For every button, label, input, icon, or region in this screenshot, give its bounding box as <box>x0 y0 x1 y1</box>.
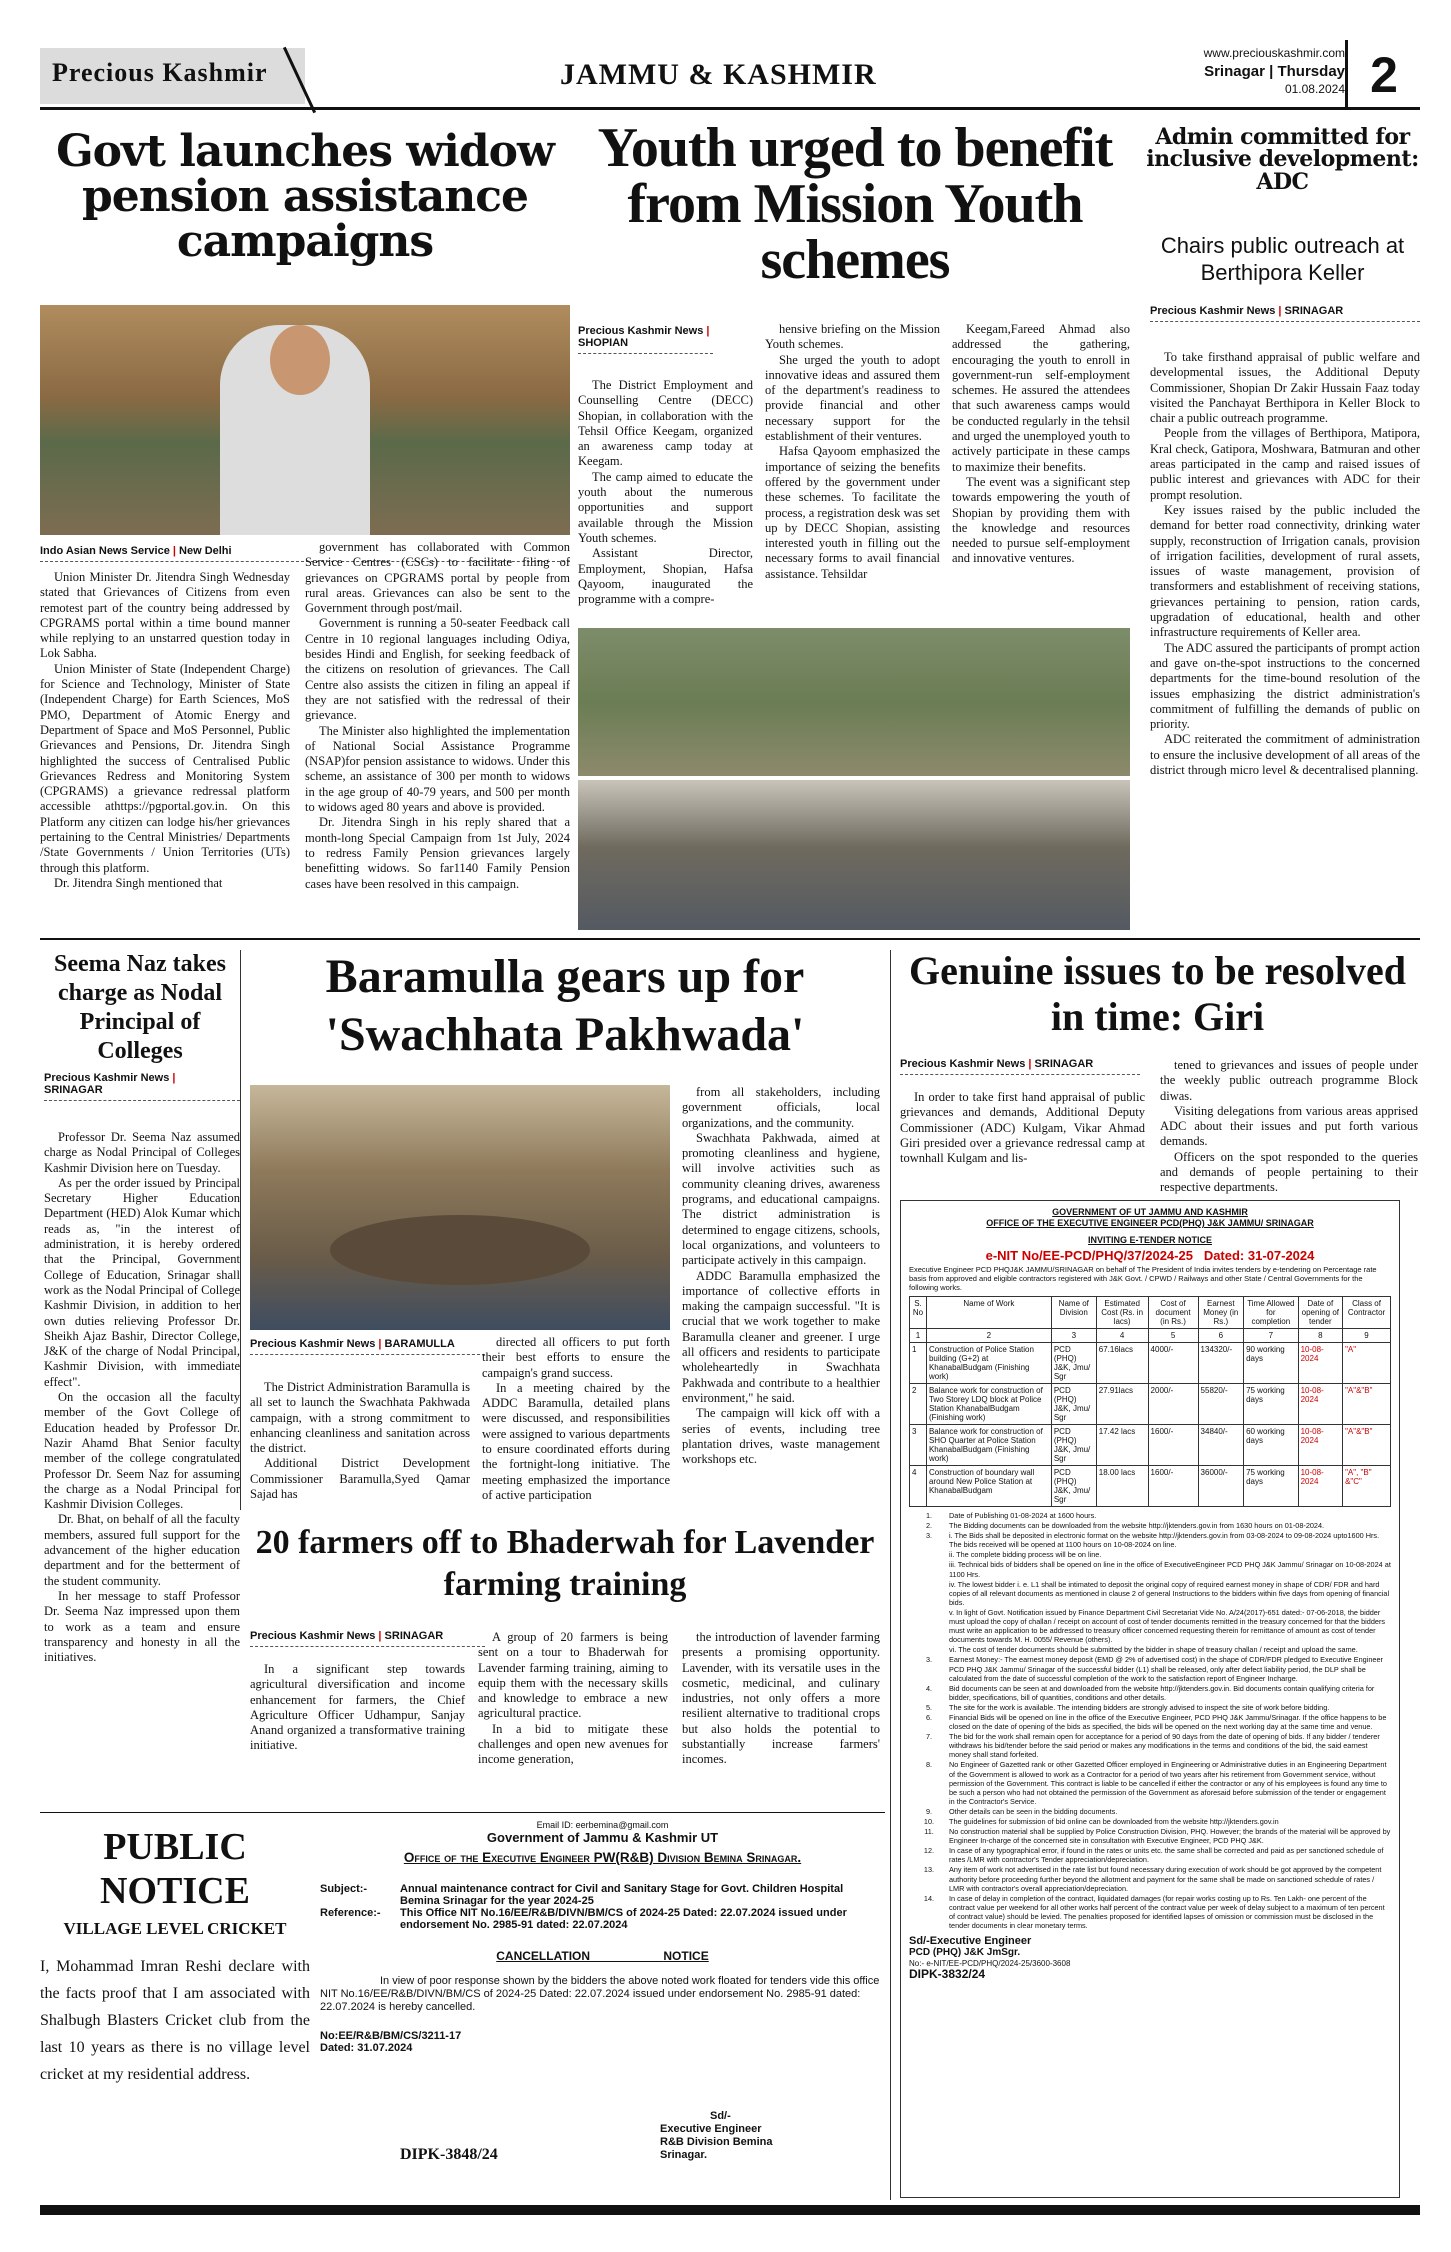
notice2-dated: Dated: 31.07.2024 <box>320 2042 413 2054</box>
tender-cell: "A"&"B" <box>1343 1384 1391 1425</box>
tender-clause: 4. Bid documents can be seen at and downloaded from the website http://jktenders.gov.in. Bid documents contain qualifying criteria for bidder, specifications, bill of quantities, conditions and other details. <box>925 1683 1375 1702</box>
tender-col-number: 4 <box>1096 1329 1148 1343</box>
tender-clause: 3. Earnest Money:- The earnest money deposit (EMD @ 2% of advertised cost) in the shape of CDR/FDR pledged to Executive Engineer PCD PHQ J&K Jammu/ Srinagar of the successful bidder (L1) shall be released, only after defect liability period, the DLP shall be calculated from the date of successful completion of the work to the satisfaction report of Engineer Incharge. <box>925 1655 1383 1683</box>
tender-nit: e-NIT No/EE-PCD/PHQ/37/2024-25 Dated: 31-07-2024 <box>985 1248 1315 1263</box>
tender-clause: 7. The bid for the work shall remain open for acceptance for a period of 90 days from the date of opening of bids. If any bidder / tenderer withdraws his bid/tender before the said period or makes any modifications in the terms and conditions of the bid, the said earnest money shall stand forfeited. <box>925 1732 1380 1760</box>
tender-clauses <box>909 1511 1391 1930</box>
notice1-sub: VILLAGE LEVEL CRICKET <box>63 1919 287 1938</box>
notice2-gov: Government of Jammu & Kashmir UT <box>486 1830 719 1845</box>
a7-col3: the introduction of lavender farming presents a promising opportunity. Lavender, with its versatile uses in the cosmetic, medicinal, and culinary industries, not only offers a more resilient alternative to traditional crops but also holds the potential to substantially increase farmers' incomes. <box>682 1630 880 1767</box>
tender-col-number: 8 <box>1298 1329 1342 1343</box>
a7-headline: 20 farmers off to Bhaderwah for Lavender farming training <box>255 1524 875 1603</box>
notice1-title1: PUBLIC <box>103 1826 247 1868</box>
a2-col2: hensive briefing on the Mission Youth schemes. She urged the youth to adopt innovative ideas and assured them of the department's readiness to provide financial and other necessary support for the establishment of their ventures. Hafsa Qayoom emphasized the importance of seizing the benefits offered by the government under these schemes. To facilitate the process, a registration desk was set up by DECC Shopian, assisting interested youth in filling out the necessary forms to avail financial assistance. Tehsildar <box>765 322 940 581</box>
tender-dipk: DIPK-3832/24 <box>909 1967 986 1982</box>
tender-intro: Executive Engineer PCD PHQJ&K JAMMU/SRINAGAR on behalf of The President of India invites tenders by e-tendering on Percentage rate basis from approved and eligible contractors registered with J&K Govt. / CPWD / Railways and other State / Central Governments for the following works. <box>909 1265 1377 1292</box>
a5-col3: from all stakeholders, including government officials, local organizations, and the community. Swachhata Pakhwada, aimed at promoting cleanliness and hygiene, will involve activities such as community cleaning drives, awareness programs, and educational campaigns. The district administration is determined to engage citizens, schools, local organizations, and volunteers to participate actively in this campaign. ADDC Baramulla emphasized the importance of collective efforts in making the campaign successful. "It is crucial that we work together to make Baramulla cleaner and greener. I urge all officers and residents to participate wholeheartedly in Swachhata Pakhwada and contribute to a healthier environment," he said. The campaign will kick off with a series of events, including tree plantation drives, waste management workshops etc. <box>682 1085 880 1467</box>
tender-cell: 1600/- <box>1148 1425 1198 1466</box>
a3-subhead: Chairs public outreach at Berthipora Keller <box>1160 233 1405 285</box>
tender-clause: 9. Other details can be seen in the bidding documents. <box>925 1806 1118 1816</box>
tender-cell: 2000/- <box>1148 1384 1198 1425</box>
tender-cell: 1600/- <box>1148 1466 1198 1507</box>
a4-rule <box>240 950 241 1510</box>
public-notice <box>40 1825 310 2195</box>
tender-col-number: 2 <box>926 1329 1051 1343</box>
tender-clause: v. In light of Govt. Notification issued by Finance Department Civil Secretariat Vide No. A/24(2017)-651 dated:- 07-06-2018, the bidder must upload the copy of challan / receipt on account of cost of tender documents remitted in the treasury concerned for that the bidders must write an application to be addressed to treasury officer concerned requesting therein for remittance of amount as cost of tender documents towards M. H. 0055/ Revenue (others). <box>949 1607 1386 1645</box>
a2-byline: Precious Kashmir News | SHOPIAN <box>578 325 713 354</box>
a4-byline: Precious Kashmir News | SRINAGAR <box>44 1072 240 1101</box>
tender-cell: PCD (PHQ) J&K, Jmu/ Sgr <box>1051 1425 1096 1466</box>
tender-col-header: Name of Division <box>1051 1297 1096 1329</box>
tender-office: OFFICE OF THE EXECUTIVE ENGINEER PCD(PHQ) J&K JAMMU/ SRINAGAR <box>986 1218 1314 1228</box>
tender-cell: "A"&"B" <box>1343 1425 1391 1466</box>
a7-col1: In a significant step towards agricultural diversification and income enhancement for farmers, the Chief Agriculture Officer Udhampur, Sanjay Anand organized a transformative training initiative. <box>250 1662 465 1753</box>
tender-row <box>910 1466 1391 1507</box>
tender-cell: 27.91lacs <box>1096 1384 1148 1425</box>
tender-clause: 8. No Engineer of Gazetted rank or other Gazetted Officer employed in Engineering or Administrative duties in an Engineering Department of the Government is allowed to work as a Contractor for a period of two years after his retirement from Government service, without permission of the Government. This contract is liable to be cancelled if either the contractor or any of his employees is found any time to be such a person who had not obtained the permission of the Government as aforesaid before submission of the tender or engagement in the Contractor's Service. <box>925 1760 1387 1806</box>
tender-clause: 11. No construction material shall be supplied by Police Construction Division, PHQ. However; the brands of the material will be approved by Engineer In-charge of the concerned site in consultation with Executive Engineer, PCD PHQ J&K. <box>924 1827 1391 1846</box>
tender-cell: Construction of Police Station building (G+2) at KhanabalBudgam (Finishing work) <box>926 1343 1051 1384</box>
a2-headline: Youth urged to benefit from Mission Youth schemes <box>597 117 1113 291</box>
tender-no: No:- e-NIT/EE-PCD/PHQ/2024-25/3600-3608 <box>909 1959 1071 1969</box>
tender-clause: 13. Any item of work not advertised in the rate list but found necessary during execution of work should be got approved by the competent authority before proceeding further beyond the allotment and payment for the same shall be made on sanctioned schedule of rates / LMR with contractor's overall appreciation/depreciation. <box>923 1865 1382 1893</box>
tender-clause: ii. The complete bidding process will be on line. <box>949 1550 1102 1560</box>
tender-clause: 5. The site for the work is available. The intending bidders are strongly advised to inspect the site of work before bidding. <box>925 1702 1330 1712</box>
a4-body: Professor Dr. Seema Naz assumed charge as Nodal Principal of Colleges Kashmir Division here on Tuesday. As per the order issued by Principal Secretary Higher Education Department (HED) Alok Kumar which reads as, "in the interest of administration, it is hereby ordered that the Principal, Government College of Education, Srinagar shall work as the Nodal Principal of College Kashmir Division, in addition to her own duties relieving Professor Dr. Sheikh Ajaz Bashir, Director College, J&K of the charge of Nodal Principal, Kashmir Division, with immediate effect". On the occasion all the faculty member of the Govt College of Education headed by Professor Dr. Nazir Ahamd Bhat Senior faculty member of the college congratulated Professor Dr. Seem Naz for assuming the charge as a Nodal Principal for Kashmir Division Colleges. Dr. Bhat, on behalf of all the faculty members, assured full support for the advancement of the higher education department and for the betterment of the student community. In her message to staff Professor Dr. Seema Naz impressed upon them to work as a team and ensure transparency and honesty in all the initiatives. <box>44 1130 240 1665</box>
tender-cell: 3 <box>910 1425 927 1466</box>
a1-photo <box>40 305 570 535</box>
notice2-dipk: DIPK-3848/24 <box>400 2146 498 2163</box>
tender-row <box>910 1425 1391 1466</box>
tender-col-header: Name of Work <box>926 1297 1051 1329</box>
tender-cell: Construction of boundary wall around New Police Station at KhanabalBudgam <box>926 1466 1051 1507</box>
a2-col1: The District Employment and Counselling Centre (DECC) Shopian, in collaboration with the Tehsil Office Keegam, organized an awareness camp today at Keegam. The camp aimed to educate the youth about the numerous opportunities and support available through the Mission Youth schemes. Assistant Director, Employment, Shopian, Hafsa Qayoom, inaugurated the programme with a compre- <box>578 378 753 607</box>
tender-cell: "A", "B" &"C" <box>1343 1466 1391 1507</box>
notice2-signature: Sd/- Executive Engineer R&B Division Bemina Srinagar. <box>660 2110 773 2161</box>
tender-col-header: S. No <box>910 1297 927 1329</box>
a5-byline: Precious Kashmir News | BARAMULLA <box>250 1338 485 1355</box>
tender-cell: 10-08-2024 <box>1298 1466 1342 1507</box>
a7-col2: A group of 20 farmers is being sent on a tour to Bhaderwah for Lavender farming training, aiming to equip them with the necessary skills and knowledge to embrace a new agricultural practice. In a bid to mitigate these challenges and open new avenues for income generation, <box>478 1630 668 1767</box>
tender-cell: Balance work for construction of Two Storey LDQ block at Police Station KhanabalBudgam (Finishing work) <box>926 1384 1051 1425</box>
meeting-table <box>330 1215 590 1285</box>
tender-sign: PCD (PHQ) J&K JmSgr. <box>909 1947 1021 1959</box>
tender-gov: GOVERNMENT OF UT JAMMU AND KASHMIR <box>1052 1207 1248 1217</box>
tender-cell: PCD (PHQ) J&K, Jmu/ Sgr <box>1051 1466 1096 1507</box>
notice2-office: Office of the Executive Engineer PW(R&B) Division Bemina Srinagar. <box>403 1850 802 1865</box>
tender-clause: 3. i. The Bids shall be deposited in electronic format on the website http://jktenders.gov.in from 03-08-2024 to 09-08-2024 upto1600 Hrs. The bids received will be opened at 1100 hours on 10-08-2024 on line. <box>925 1531 1380 1550</box>
row-divider <box>40 938 1420 940</box>
page-number: 2 <box>1345 40 1420 110</box>
notice2-reference: Reference:- This Office NIT No.16/EE/R&B/DIVN/BM/CS of 2024-25 Dated: 22.07.2024 issued under endorsement No. 2985-91 dated: 22.07.2024 <box>320 1907 847 1931</box>
notice1-title2: NOTICE <box>100 1870 250 1912</box>
a1-col1: Union Minister Dr. Jitendra Singh Wednesday stated that Grievances of Citizens from even remotest part of the country being addressed by CPGRAMS portal within a time bound manner while replying to an unstarred question today in Lok Sabha. Union Minister of State (Independent Charge) for Science and Technology, Minister of State (Independent Charge) for Earth Sciences, MoS PMO, Department of Atomic Energy and Department of Space and MoS Personnel, Public Grievances and Pensions, Dr. Jitendra Singh highlighted the success of Centralised Public Grievances Redress and Monitoring System (CPGRAMS) a grievance redressal platform accessible athttps://pgportal.gov.in. On this Platform any citizen can lodge his/her grievances pertaining to the Central Ministries/ Departments /State Governments / Union Territories (UTs) through this platform. Dr. Jitendra Singh mentioned that <box>40 570 290 890</box>
cancellation-notice <box>320 1820 885 2198</box>
tender-cell: 2 <box>910 1384 927 1425</box>
a1-headline: Govt launches widow pension assistance campaigns <box>56 126 554 267</box>
a5-photo <box>250 1085 670 1330</box>
tender-cell: 10-08-2024 <box>1298 1343 1342 1384</box>
tender-clause: 2. The Bidding documents can be downloaded from the website http://jktenders.gov.in from 1630 hours on 01-08-2024. <box>925 1521 1325 1531</box>
tender-clause: 10. The guidelines for submission of bid online can be downloaded from the website http://jktenders.gov.in <box>923 1817 1279 1826</box>
tender-cell: 4 <box>910 1466 927 1507</box>
a6-headline: Genuine issues to be resolved in time: Giri <box>908 948 1407 1039</box>
tender-col-header: Date of opening of tender <box>1298 1297 1342 1329</box>
tender-cell: 67.16lacs <box>1096 1343 1148 1384</box>
tender-inviting: INVITING E-TENDER NOTICE <box>1087 1235 1212 1245</box>
tender-col-number: 1 <box>910 1329 927 1343</box>
tender-col-number: 7 <box>1244 1329 1299 1343</box>
tender-row <box>910 1384 1391 1425</box>
tender-col-number: 9 <box>1343 1329 1391 1343</box>
tender-table <box>909 1296 1391 1507</box>
a2-photo-top <box>578 628 1130 776</box>
minister-face <box>270 325 330 395</box>
notice2-no: No:EE/R&B/BM/CS/3211-17 <box>320 2030 462 2042</box>
tender-clause: 1. Date of Publishing 01-08-2024 at 1600 hours. <box>925 1511 1097 1520</box>
tender-col-header: Time Allowed for completion <box>1244 1297 1299 1329</box>
footer-bar <box>40 2205 1420 2215</box>
place-day: Srinagar | Thursday <box>1204 63 1345 80</box>
tender-cell: 90 working days <box>1244 1343 1299 1384</box>
tender-col-number: 6 <box>1198 1329 1244 1343</box>
notice2-subject: Subject:- Annual maintenance contract for Civil and Sanitary Stage for Govt. Children Hospital Bemina Srinagar for the year 2024-25 <box>320 1883 844 1907</box>
brand-logo: Precious Kashmir <box>40 48 305 104</box>
tender-cell: 134320/- <box>1198 1343 1244 1384</box>
a1-col2: government has collaborated with Common Service Centres (CSCs) to facilitate filing of grievances on CPGRAMS portal by people from rural areas. Grievances can also be sent to the Government through post/mail. Government is running a 50-seater Feedback call Centre in 10 regional languages including Odiya, besides Hindi and English, for seeking feedback of the citizens on resolution of grievances. The Call Centre also assists the citizen in filing an appeal if they are not satisfied with the redressal of their grievance. The Minister also highlighted the implementation of National Social Assistance Programme (NSAP)for pension assistance to widows. Under this scheme, an assistance of 300 per month to widows in the age group of 40-79 years, and 500 per month to widows aged 80 years and above is provided. Dr. Jitendra Singh in his reply shared that a month-long Special Campaign from 1st July, 2024 to redress Family Pension grievances largely benefitting widows. So far1140 Family Pension cases have been resolved in this campaign. <box>305 540 570 891</box>
a5-col2: directed all officers to put forth their best efforts to ensure the campaign's grand success. In a meeting chaired by the ADDC Baramulla, detailed plans were discussed, and responsibilities were assigned to various departments to ensure coordinated efforts during the fortnight-long initiative. The meeting emphasized the importance of active participation <box>482 1335 670 1502</box>
tender-clause: 14. In case of delay in completion of the contract, liquidated damages (for repair works costing up to Rs. Ten Lakh- one percent of the contract value per weekend for all other works half percent of the contract value per week of delay subject to a maximum of ten percent of contract value) should be levied. The penalties proposed for identified lapses of omission or commission must be disclosed in the tender documents in clear monetary terms. <box>923 1893 1385 1931</box>
tender-clause: iv. The lowest bidder i. e. L1 shall be intimated to deposit the original copy of required earnest money in shape of CDR/ FDR and hard copies of all relevant documents as mentioned in clause 2 of general Instructions to the bidders within five days from opening of financial bids. <box>949 1579 1390 1607</box>
section-title: JAMMU & KASHMIR <box>560 58 877 91</box>
tender-cell: Balance work for construction of SHO Quarter at Police Station KhanabalBudgam (Finishing work) <box>926 1425 1051 1466</box>
tender-cell: 10-08-2024 <box>1298 1425 1342 1466</box>
tender-col-header: Estimated Cost (Rs. in lacs) <box>1096 1297 1148 1329</box>
tender-col-number: 5 <box>1148 1329 1198 1343</box>
tender-clause: vi. The cost of tender documents should be submitted by the bidder in shape of treasury challan / receipt and upload the same. <box>949 1645 1358 1655</box>
tender-cell: 17.42 lacs <box>1096 1425 1148 1466</box>
a6-col1: In order to take first hand appraisal of public grievances and demands, Additional Deputy Commissioner (ADC) Kulgam, Vikar Ahmad Giri presided over a grievance redressal camp at townhall Kulgam and lis- <box>900 1090 1145 1166</box>
notice1-text: I, Mohammad Imran Reshi declare with the facts proof that I am associated with Shalbugh Blasters Cricket club from the last 10 years as there is no village level cricket at my residential address. <box>40 1958 310 2083</box>
tender-cell: 1 <box>910 1343 927 1384</box>
a5-headline: Baramulla gears up for 'Swachhata Pakhwada' <box>325 950 805 1061</box>
tender-cell: 75 working days <box>1244 1384 1299 1425</box>
tender-cell: 18.00 lacs <box>1096 1466 1148 1507</box>
a2-photo-bottom <box>578 780 1130 930</box>
a5-col1: The District Administration Baramulla is all set to launch the Swachhata Pakhwada campaign, with a strong commitment to enhancing cleanliness and sanitation across the district. Additional District Development Commissioner Baramulla,Syed Qamar Sajad has <box>250 1380 470 1502</box>
tender-row <box>910 1343 1391 1384</box>
tender-cell: "A" <box>1343 1343 1391 1384</box>
notice-divider <box>40 1812 885 1813</box>
tender-col-number: 3 <box>1051 1329 1096 1343</box>
tender-cell: 60 working days <box>1244 1425 1299 1466</box>
a3-body: To take firsthand appraisal of public welfare and developmental issues, the Additional Deputy Commissioner, Shopian Dr Zakir Hussain Faaz today visited the Panchayat Berthipora in Keller Block to chair a public outreach programme. People from the villages of Berthipora, Matipora, Kral check, Gatipora, Moshwara, Batmuran and other areas participated in the camp and raised issues of public interest and grievances with ADC for their prompt resolution. Key issues raised by the public included the demand for better road connectivity, drinking water supply, reconstruction of Irrigation canals, provision of irrigation facilities, development of rural assets, issues of waste management, provision of transformers and establishment of receiving stations, grievances pertaining to pension, ration cards, upgradation of educational, health and other infrastructure requirements of Keller area. The ADC assured the participants of prompt action and gave on-the-spot instructions to the concerned departments for the time-bound resolution of the issues emphasizing the district administration's commitment of fulfilling the demands of public on priority. ADC reiterated the commitment of administration to ensure the inclusive development of all areas of the district through micro level & decentralised planning. <box>1150 350 1420 778</box>
tender-col-header: Cost of document (in Rs.) <box>1148 1297 1198 1329</box>
tender-cell: 36000/- <box>1198 1466 1244 1507</box>
header-meta <box>1145 44 1345 99</box>
tender-cell: 55820/- <box>1198 1384 1244 1425</box>
tender-cell: PCD (PHQ) J&K, Jmu/ Sgr <box>1051 1384 1096 1425</box>
a6-col2: tened to grievances and issues of people under the weekly public outreach programme Block diwas. Visiting delegations from various areas apprised ADC about their issues and put forth various demands. Officers on the spot responded to the queries and demands of people pertaining to their respective departments. <box>1160 1058 1418 1195</box>
a1-byline: Indo Asian News Service | New Delhi <box>40 545 570 562</box>
tender-cell: 75 working days <box>1244 1466 1299 1507</box>
notice2-email: Email ID: eerbemina@gmail.com <box>536 1820 669 1830</box>
tender-clause: iii. Technical bids of bidders shall be opened on line in the office of ExecutiveEngineer PCD PHQ J&K Jammu/ Srinagar on 10-08-2024 at 1100 Hrs. <box>949 1560 1391 1579</box>
tender-cell: PCD (PHQ) J&K, Jmu/ Sgr <box>1051 1343 1096 1384</box>
a2-col3: Keegam,Fareed Ahmad also addressed the gathering, encouraging the youth to enroll in government-run self-employment schemes. He assured the attendees that such awareness camps would be conducted regularly in the tehsil and urged the unemployed youth to actively participate in these camps to maximize their benefits. The event was a significant step towards empowering the youth of Shopian by providing them with the knowledge and resources needed to pursue self-employment and innovative ventures. <box>952 322 1130 566</box>
tender-col-header: Earnest Money (in Rs.) <box>1198 1297 1244 1329</box>
tender-cell: 4000/- <box>1148 1343 1198 1384</box>
tender-sd: Sd/-Executive Engineer <box>909 1935 1032 1948</box>
notice2-body: In view of poor response shown by the bidders the above noted work floated for tenders vide this office NIT No.16/EE/R&B/DIVN/BM/CS of 2024-25 Dated: 22.07.2024 issued under endorsement No. 2985-91 dated: 22.07.2024 is hereby cancelled. <box>320 1975 880 2013</box>
tender-col-header: Class of Contractor <box>1343 1297 1391 1329</box>
tender-clause: 12. In case of any typographical error, if found in the rates or units etc. the same shall be corrected and paid as per sanctioned schedule of rates /LMR with contractor's Tender appreciation/depreciation. <box>923 1846 1384 1865</box>
website: www.preciouskashmir.com <box>1203 46 1345 60</box>
issue-date: 01.08.2024 <box>1284 82 1345 96</box>
a4-headline: Seema Naz takes charge as Nodal Principal of Colleges <box>54 951 226 1064</box>
tender-cell: 10-08-2024 <box>1298 1384 1342 1425</box>
e-tender-notice <box>900 1200 1400 2198</box>
tender-clause: 6. Financial Bids will be opened on line in the office of the Executive Engineer, PCD PHQ J&K Jammu/Srinagar. If the office happens to be closed on the date of opening of the bids as specified, the bids will be opened on the next working day at the same time and venue. <box>925 1712 1387 1732</box>
a6-byline: Precious Kashmir News | SRINAGAR <box>900 1058 1140 1075</box>
tender-cell: 34840/- <box>1198 1425 1244 1466</box>
a3-headline: Admin committed for inclusive development: ADC <box>1146 124 1419 195</box>
a3-byline: Precious Kashmir News | SRINAGAR <box>1150 305 1420 322</box>
a6-rule <box>890 950 891 2200</box>
a7-byline: Precious Kashmir News | SRINAGAR <box>250 1630 485 1647</box>
notice2-heading: CANCELLATION NOTICE <box>496 1949 709 1963</box>
